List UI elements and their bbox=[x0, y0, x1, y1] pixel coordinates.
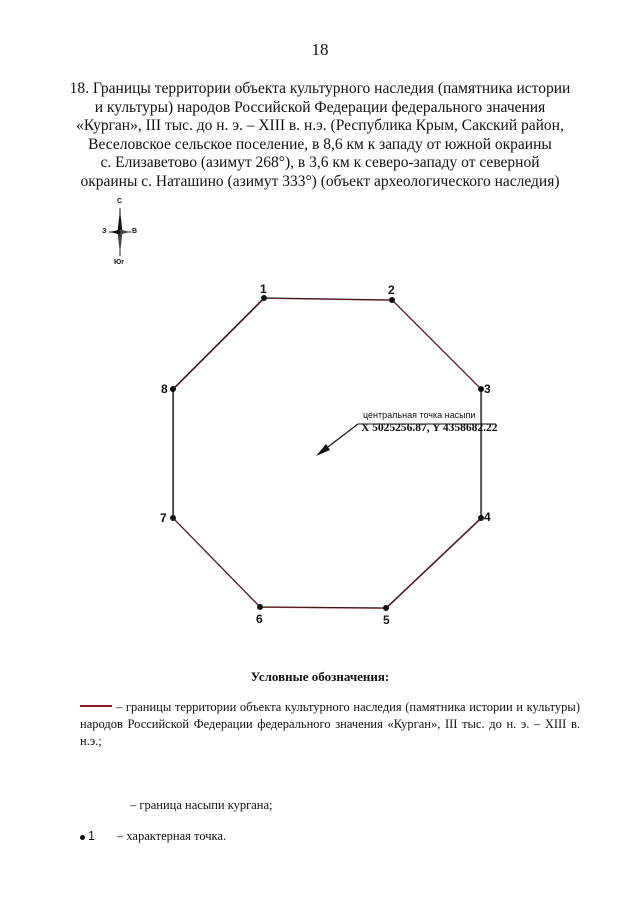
center-pointer-arrow bbox=[316, 444, 330, 456]
point-label-1: 1 bbox=[260, 282, 267, 296]
compass-east-label: В bbox=[132, 228, 138, 235]
point-label-3: 3 bbox=[484, 382, 491, 396]
compass-south-label: Юг bbox=[114, 259, 125, 266]
title-line: с. Елизаветово (азимут 268°), в 3,6 км к северо-западу от северной bbox=[100, 154, 540, 171]
point-label-6: 6 bbox=[256, 612, 263, 626]
legend-point-item bbox=[80, 829, 226, 844]
title-line: и культуры) народов Российской Федерации федерального значения bbox=[94, 98, 546, 116]
legend-boundary-item bbox=[80, 699, 580, 750]
characteristic-point bbox=[170, 386, 176, 392]
characteristic-point bbox=[383, 605, 389, 611]
site-plan bbox=[0, 270, 640, 650]
center-point-label: центральная точка насыпи bbox=[363, 410, 476, 420]
point-label-8: 8 bbox=[161, 382, 168, 396]
compass-north-label: С bbox=[117, 198, 123, 205]
characteristic-point bbox=[257, 604, 263, 610]
point-label-7: 7 bbox=[160, 511, 167, 525]
title-line: «Курган», III тыс. до н. э. – XIII в. н.э. (Республика Крым, Сакский район, bbox=[76, 117, 564, 134]
page-number: 18 bbox=[311, 40, 329, 59]
title-line: окраины с. Наташино (азимут 333°) (объект археологического наследия) bbox=[80, 172, 560, 190]
legend-title: Условные обозначения: bbox=[250, 669, 390, 684]
title-line: Веселовское сельское поселение, в 8,6 км к западу от южной окраины bbox=[88, 135, 552, 153]
characteristic-point bbox=[389, 297, 395, 303]
point-label-5: 5 bbox=[383, 613, 390, 627]
legend-mound-item: – граница насыпи кургана; bbox=[130, 798, 273, 812]
center-point-coordinates: X 5025256.87, Y 4358682.22 bbox=[361, 422, 498, 434]
point-dot-icon bbox=[80, 835, 85, 840]
point-label-2: 2 bbox=[388, 283, 395, 297]
document-title bbox=[60, 80, 580, 191]
legend-boundary-text: – границы территории объекта культурного наследия (памятника истории и культуры) народов Российской Федерации федерального значения «Курган», III тыс. до н. э. – XIII в. н.э.; bbox=[80, 700, 580, 748]
characteristic-point bbox=[170, 515, 176, 521]
compass-rose bbox=[100, 196, 144, 270]
boundary-octagon bbox=[0, 270, 640, 650]
title-line: 18. Границы территории объекта культурного наследия (памятника истории bbox=[69, 80, 571, 97]
legend-point-text: – характерная точка. bbox=[116, 829, 227, 843]
point-label-4: 4 bbox=[484, 510, 491, 524]
legend-point-number: 1 bbox=[88, 829, 95, 843]
compass-west-label: З bbox=[102, 228, 107, 235]
